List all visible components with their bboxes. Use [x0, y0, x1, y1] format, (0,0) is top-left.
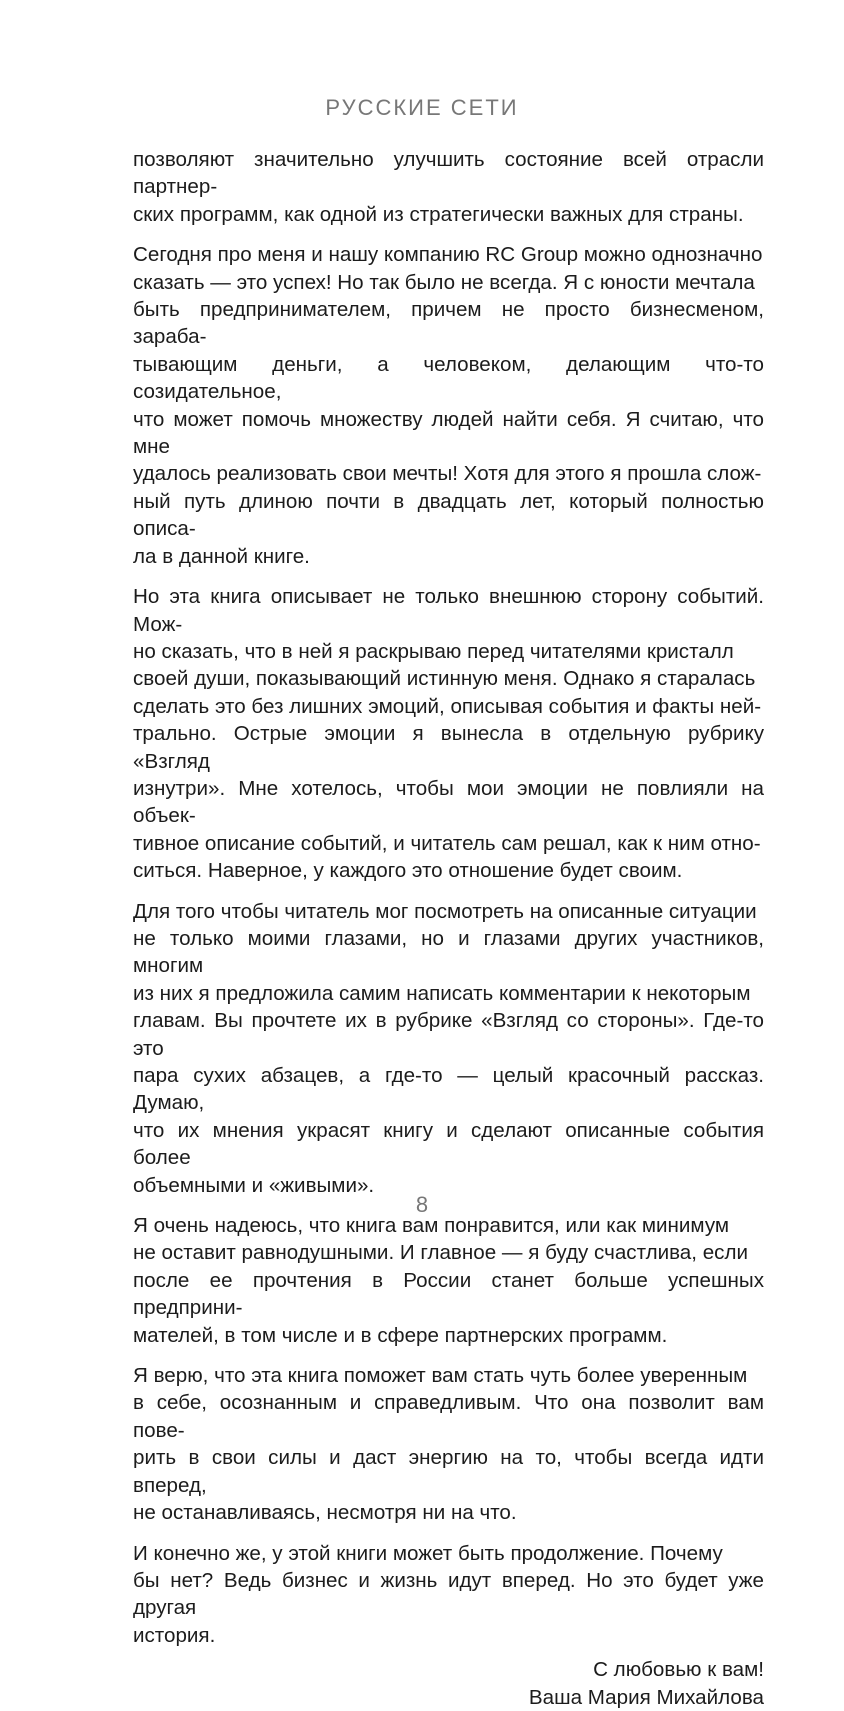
paragraph: позволяют значительно улучшить состояние всей отрасли партнер- ских программ, как одной из стратегически важных для страны. [133, 148, 764, 226]
page-number: 8 [415, 1192, 429, 1217]
paragraph: Я верю, что эта книга поможет вам стать чуть более уверенным в себе, осознанным и справедливым. Что она позволит вам пове- рить в свои силы и даст энергию на то, чтобы всегда идти вперед, не останавливаясь, несмотря ни на что. [133, 1364, 764, 1525]
paragraph: Сегодня про меня и нашу компанию RC Group можно однозначно сказать — это успех! Но так было не всегда. Я с юности мечтала быть предпринимателем, причем не просто бизнесменом, зараба- тывающим деньги, а человеком, делающим что-то созидательное, что может помочь множеству людей найти себя. Я считаю, что мне удалось реализовать свои мечты! Хотя для этого я прошла слож- ный путь длиною почти в двадцать лет, который полностью описа- ла в данной книге. [133, 243, 764, 568]
signature [133, 1656, 764, 1711]
paragraph: И конечно же, у этой книги может быть продолжение. Почему бы нет? Ведь бизнес и жизнь идут вперед. Но это будет уже другая история. [133, 1541, 764, 1647]
paragraph: Для того чтобы читатель мог посмотреть на описанные ситуации не только моими глазами, но и глазами других участников, многим из них я предложила самим написать комментарии к некоторым главам. Вы прочтете их в рубрике «Взгляд со стороны». Где-то это пара сухих абзацев, а где-то — целый красочный рассказ. Думаю, что их мнения украсят книгу и сделают описанные события более объемными и «живыми». [133, 899, 764, 1197]
running-title: РУССКИЕ СЕТИ [325, 95, 519, 120]
signature-author: Ваша Мария Михайлова [528, 1685, 764, 1709]
paragraph: Я очень надеюсь, что книга вам понравится, или как минимум не оставит равнодушными. И главное — я буду счастлива, если после ее прочтения в России станет больше успешных предприни- мателей, в том числе и в сфере партнерских программ. [133, 1214, 764, 1347]
body-text [133, 146, 764, 1711]
signature-closing: С любовью к вам! [593, 1658, 764, 1682]
paragraph: Но эта книга описывает не только внешнюю сторону событий. Мож- но сказать, что в ней я раскрываю перед читателями кристалл своей души, показывающий истинную меня. Однако я старалась сделать это без лишних эмоций, описывая события и факты ней- трально. Острые эмоции я вынесла в отдельную рубрику «Взгляд изнутри». Мне хотелось, чтобы мои эмоции не повлияли на объек- тивное описание событий, и читатель сам решал, как к ним отно- ситься. Наверное, у каждого это отношение будет своим. [133, 585, 764, 883]
